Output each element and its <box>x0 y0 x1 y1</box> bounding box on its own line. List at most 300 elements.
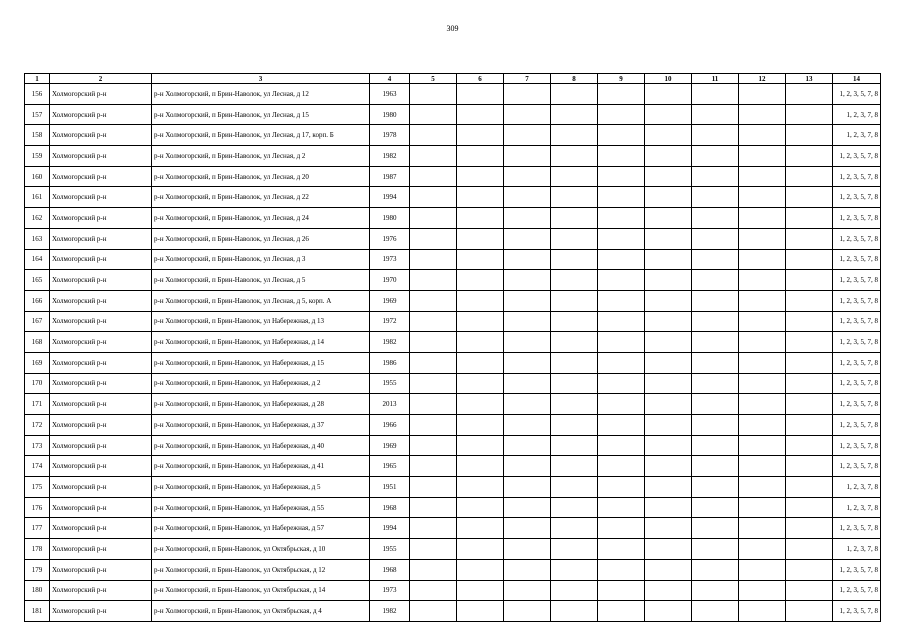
row-number: 176 <box>25 497 50 518</box>
year-cell: 2013 <box>370 394 410 415</box>
empty-cell <box>504 373 551 394</box>
empty-cell <box>598 228 645 249</box>
empty-cell <box>739 435 786 456</box>
year-cell: 1976 <box>370 228 410 249</box>
empty-cell <box>692 497 739 518</box>
empty-cell <box>457 228 504 249</box>
empty-cell <box>786 539 833 560</box>
empty-cell <box>645 228 692 249</box>
empty-cell <box>410 228 457 249</box>
empty-cell <box>692 373 739 394</box>
empty-cell <box>457 104 504 125</box>
empty-cell <box>551 518 598 539</box>
table-row <box>25 104 881 125</box>
empty-cell <box>598 352 645 373</box>
row-number: 158 <box>25 125 50 146</box>
empty-cell <box>457 146 504 167</box>
column-header: 5 <box>410 74 457 84</box>
register-table <box>24 73 881 622</box>
empty-cell <box>504 518 551 539</box>
empty-cell <box>645 435 692 456</box>
year-cell: 1987 <box>370 166 410 187</box>
district-cell: Холмогорский р-н <box>50 394 152 415</box>
empty-cell <box>786 311 833 332</box>
empty-cell <box>739 601 786 622</box>
district-cell: Холмогорский р-н <box>50 415 152 436</box>
empty-cell <box>551 146 598 167</box>
district-cell: Холмогорский р-н <box>50 332 152 353</box>
empty-cell <box>410 559 457 580</box>
table-row <box>25 518 881 539</box>
district-cell: Холмогорский р-н <box>50 497 152 518</box>
flags-cell: 1, 2, 3, 7, 8 <box>833 497 881 518</box>
address-cell: р-н Холмогорский, п Брин-Наволок, ул Набережная, д 14 <box>152 332 370 353</box>
empty-cell <box>692 394 739 415</box>
year-cell: 1966 <box>370 415 410 436</box>
empty-cell <box>786 208 833 229</box>
address-cell: р-н Холмогорский, п Брин-Наволок, ул Лесная, д 20 <box>152 166 370 187</box>
address-cell: р-н Холмогорский, п Брин-Наволок, ул Лесная, д 17, корп. Б <box>152 125 370 146</box>
empty-cell <box>598 125 645 146</box>
flags-cell: 1, 2, 3, 5, 7, 8 <box>833 415 881 436</box>
flags-cell: 1, 2, 3, 5, 7, 8 <box>833 580 881 601</box>
empty-cell <box>551 84 598 105</box>
year-cell: 1986 <box>370 352 410 373</box>
empty-cell <box>504 290 551 311</box>
empty-cell <box>457 477 504 498</box>
year-cell: 1982 <box>370 601 410 622</box>
empty-cell <box>504 104 551 125</box>
empty-cell <box>551 373 598 394</box>
empty-cell <box>739 415 786 436</box>
empty-cell <box>739 373 786 394</box>
district-cell: Холмогорский р-н <box>50 166 152 187</box>
empty-cell <box>598 477 645 498</box>
address-cell: р-н Холмогорский, п Брин-Наволок, ул Набережная, д 37 <box>152 415 370 436</box>
column-header: 6 <box>457 74 504 84</box>
empty-cell <box>457 539 504 560</box>
address-cell: р-н Холмогорский, п Брин-Наволок, ул Лесная, д 22 <box>152 187 370 208</box>
empty-cell <box>504 456 551 477</box>
address-cell: р-н Холмогорский, п Брин-Наволок, ул Лесная, д 12 <box>152 84 370 105</box>
district-cell: Холмогорский р-н <box>50 208 152 229</box>
table-row <box>25 456 881 477</box>
empty-cell <box>645 373 692 394</box>
empty-cell <box>692 415 739 436</box>
column-header: 13 <box>786 74 833 84</box>
row-number: 159 <box>25 146 50 167</box>
empty-cell <box>410 394 457 415</box>
empty-cell <box>692 580 739 601</box>
empty-cell <box>739 394 786 415</box>
empty-cell <box>645 249 692 270</box>
empty-cell <box>645 559 692 580</box>
empty-cell <box>598 84 645 105</box>
row-number: 160 <box>25 166 50 187</box>
empty-cell <box>786 435 833 456</box>
empty-cell <box>692 270 739 291</box>
empty-cell <box>551 394 598 415</box>
empty-cell <box>645 166 692 187</box>
empty-cell <box>551 497 598 518</box>
empty-cell <box>504 125 551 146</box>
empty-cell <box>692 104 739 125</box>
table-row <box>25 228 881 249</box>
year-cell: 1982 <box>370 332 410 353</box>
empty-cell <box>504 249 551 270</box>
empty-cell <box>692 539 739 560</box>
empty-cell <box>551 290 598 311</box>
empty-cell <box>551 415 598 436</box>
address-cell: р-н Холмогорский, п Брин-Наволок, ул Набережная, д 57 <box>152 518 370 539</box>
address-cell: р-н Холмогорский, п Брин-Наволок, ул Набережная, д 2 <box>152 373 370 394</box>
table-row <box>25 311 881 332</box>
empty-cell <box>786 352 833 373</box>
empty-cell <box>739 166 786 187</box>
empty-cell <box>692 435 739 456</box>
empty-cell <box>598 290 645 311</box>
empty-cell <box>504 208 551 229</box>
year-cell: 1982 <box>370 146 410 167</box>
row-number: 174 <box>25 456 50 477</box>
table-header <box>25 74 881 84</box>
district-cell: Холмогорский р-н <box>50 601 152 622</box>
empty-cell <box>551 187 598 208</box>
table-row <box>25 435 881 456</box>
empty-cell <box>739 539 786 560</box>
address-cell: р-н Холмогорский, п Брин-Наволок, ул Октябрьская, д 12 <box>152 559 370 580</box>
empty-cell <box>645 352 692 373</box>
table-row <box>25 166 881 187</box>
column-header: 8 <box>551 74 598 84</box>
year-cell: 1972 <box>370 311 410 332</box>
empty-cell <box>739 125 786 146</box>
empty-cell <box>645 104 692 125</box>
empty-cell <box>739 559 786 580</box>
row-number: 175 <box>25 477 50 498</box>
empty-cell <box>598 373 645 394</box>
address-cell: р-н Холмогорский, п Брин-Наволок, ул Набережная, д 40 <box>152 435 370 456</box>
empty-cell <box>786 497 833 518</box>
empty-cell <box>410 249 457 270</box>
empty-cell <box>692 146 739 167</box>
address-cell: р-н Холмогорский, п Брин-Наволок, ул Лесная, д 5 <box>152 270 370 291</box>
flags-cell: 1, 2, 3, 5, 7, 8 <box>833 187 881 208</box>
empty-cell <box>786 187 833 208</box>
table-row <box>25 559 881 580</box>
flags-cell: 1, 2, 3, 5, 7, 8 <box>833 166 881 187</box>
table-row <box>25 208 881 229</box>
empty-cell <box>645 497 692 518</box>
empty-cell <box>457 84 504 105</box>
empty-cell <box>457 580 504 601</box>
empty-cell <box>598 435 645 456</box>
row-number: 170 <box>25 373 50 394</box>
district-cell: Холмогорский р-н <box>50 435 152 456</box>
flags-cell: 1, 2, 3, 5, 7, 8 <box>833 435 881 456</box>
district-cell: Холмогорский р-н <box>50 125 152 146</box>
table-row <box>25 415 881 436</box>
empty-cell <box>551 352 598 373</box>
empty-cell <box>692 332 739 353</box>
empty-cell <box>598 332 645 353</box>
empty-cell <box>786 580 833 601</box>
empty-cell <box>551 125 598 146</box>
empty-cell <box>598 518 645 539</box>
empty-cell <box>692 228 739 249</box>
flags-cell: 1, 2, 3, 5, 7, 8 <box>833 290 881 311</box>
empty-cell <box>739 580 786 601</box>
empty-cell <box>739 311 786 332</box>
empty-cell <box>786 456 833 477</box>
address-cell: р-н Холмогорский, п Брин-Наволок, ул Набережная, д 41 <box>152 456 370 477</box>
empty-cell <box>786 249 833 270</box>
district-cell: Холмогорский р-н <box>50 456 152 477</box>
empty-cell <box>692 249 739 270</box>
empty-cell <box>598 208 645 229</box>
empty-cell <box>410 125 457 146</box>
empty-cell <box>410 187 457 208</box>
empty-cell <box>692 125 739 146</box>
empty-cell <box>457 187 504 208</box>
empty-cell <box>410 332 457 353</box>
empty-cell <box>786 290 833 311</box>
empty-cell <box>645 332 692 353</box>
address-cell: р-н Холмогорский, п Брин-Наволок, ул Набережная, д 13 <box>152 311 370 332</box>
year-cell: 1980 <box>370 104 410 125</box>
empty-cell <box>739 187 786 208</box>
flags-cell: 1, 2, 3, 5, 7, 8 <box>833 146 881 167</box>
row-number: 157 <box>25 104 50 125</box>
flags-cell: 1, 2, 3, 5, 7, 8 <box>833 270 881 291</box>
flags-cell: 1, 2, 3, 7, 8 <box>833 104 881 125</box>
empty-cell <box>786 125 833 146</box>
table-row <box>25 84 881 105</box>
empty-cell <box>692 311 739 332</box>
empty-cell <box>504 415 551 436</box>
empty-cell <box>645 601 692 622</box>
year-cell: 1955 <box>370 373 410 394</box>
empty-cell <box>410 352 457 373</box>
empty-cell <box>645 456 692 477</box>
year-cell: 1968 <box>370 497 410 518</box>
column-header: 9 <box>598 74 645 84</box>
address-cell: р-н Холмогорский, п Брин-Наволок, ул Набережная, д 28 <box>152 394 370 415</box>
district-cell: Холмогорский р-н <box>50 84 152 105</box>
empty-cell <box>504 394 551 415</box>
empty-cell <box>598 601 645 622</box>
empty-cell <box>645 290 692 311</box>
empty-cell <box>786 373 833 394</box>
year-cell: 1973 <box>370 580 410 601</box>
empty-cell <box>457 352 504 373</box>
year-cell: 1963 <box>370 84 410 105</box>
empty-cell <box>457 125 504 146</box>
empty-cell <box>645 187 692 208</box>
address-cell: р-н Холмогорский, п Брин-Наволок, ул Лесная, д 26 <box>152 228 370 249</box>
empty-cell <box>410 270 457 291</box>
table-row <box>25 394 881 415</box>
district-cell: Холмогорский р-н <box>50 290 152 311</box>
empty-cell <box>739 290 786 311</box>
empty-cell <box>551 456 598 477</box>
empty-cell <box>645 518 692 539</box>
district-cell: Холмогорский р-н <box>50 146 152 167</box>
empty-cell <box>598 249 645 270</box>
flags-cell: 1, 2, 3, 5, 7, 8 <box>833 394 881 415</box>
empty-cell <box>739 477 786 498</box>
district-cell: Холмогорский р-н <box>50 187 152 208</box>
flags-cell: 1, 2, 3, 5, 7, 8 <box>833 352 881 373</box>
column-header: 1 <box>25 74 50 84</box>
row-number: 172 <box>25 415 50 436</box>
district-cell: Холмогорский р-н <box>50 373 152 394</box>
year-cell: 1969 <box>370 435 410 456</box>
row-number: 171 <box>25 394 50 415</box>
empty-cell <box>598 497 645 518</box>
empty-cell <box>410 497 457 518</box>
row-number: 181 <box>25 601 50 622</box>
row-number: 165 <box>25 270 50 291</box>
empty-cell <box>645 125 692 146</box>
empty-cell <box>598 580 645 601</box>
table-row <box>25 601 881 622</box>
column-header: 7 <box>504 74 551 84</box>
year-cell: 1965 <box>370 456 410 477</box>
flags-cell: 1, 2, 3, 5, 7, 8 <box>833 518 881 539</box>
empty-cell <box>457 518 504 539</box>
empty-cell <box>786 518 833 539</box>
empty-cell <box>786 415 833 436</box>
empty-cell <box>457 249 504 270</box>
empty-cell <box>692 84 739 105</box>
flags-cell: 1, 2, 3, 5, 7, 8 <box>833 601 881 622</box>
table-row <box>25 290 881 311</box>
empty-cell <box>598 559 645 580</box>
address-cell: р-н Холмогорский, п Брин-Наволок, ул Лесная, д 2 <box>152 146 370 167</box>
flags-cell: 1, 2, 3, 5, 7, 8 <box>833 228 881 249</box>
empty-cell <box>410 311 457 332</box>
empty-cell <box>457 601 504 622</box>
address-cell: р-н Холмогорский, п Брин-Наволок, ул Лесная, д 15 <box>152 104 370 125</box>
address-cell: р-н Холмогорский, п Брин-Наволок, ул Набережная, д 55 <box>152 497 370 518</box>
empty-cell <box>645 394 692 415</box>
empty-cell <box>692 477 739 498</box>
row-number: 169 <box>25 352 50 373</box>
empty-cell <box>551 559 598 580</box>
flags-cell: 1, 2, 3, 5, 7, 8 <box>833 311 881 332</box>
empty-cell <box>786 394 833 415</box>
empty-cell <box>692 208 739 229</box>
empty-cell <box>504 332 551 353</box>
district-cell: Холмогорский р-н <box>50 104 152 125</box>
empty-cell <box>645 208 692 229</box>
empty-cell <box>457 497 504 518</box>
table-row <box>25 332 881 353</box>
empty-cell <box>645 146 692 167</box>
empty-cell <box>504 187 551 208</box>
empty-cell <box>410 601 457 622</box>
empty-cell <box>551 228 598 249</box>
empty-cell <box>504 477 551 498</box>
year-cell: 1994 <box>370 518 410 539</box>
empty-cell <box>786 477 833 498</box>
empty-cell <box>786 146 833 167</box>
row-number: 156 <box>25 84 50 105</box>
year-cell: 1969 <box>370 290 410 311</box>
empty-cell <box>692 166 739 187</box>
empty-cell <box>598 270 645 291</box>
empty-cell <box>504 228 551 249</box>
column-header: 2 <box>50 74 152 84</box>
empty-cell <box>504 146 551 167</box>
empty-cell <box>786 332 833 353</box>
district-cell: Холмогорский р-н <box>50 539 152 560</box>
empty-cell <box>739 146 786 167</box>
empty-cell <box>551 104 598 125</box>
empty-cell <box>598 166 645 187</box>
row-number: 166 <box>25 290 50 311</box>
empty-cell <box>551 477 598 498</box>
empty-cell <box>457 373 504 394</box>
empty-cell <box>551 270 598 291</box>
empty-cell <box>410 373 457 394</box>
year-cell: 1980 <box>370 208 410 229</box>
flags-cell: 1, 2, 3, 7, 8 <box>833 477 881 498</box>
row-number: 167 <box>25 311 50 332</box>
table-row <box>25 539 881 560</box>
flags-cell: 1, 2, 3, 7, 8 <box>833 125 881 146</box>
empty-cell <box>598 539 645 560</box>
table-row <box>25 477 881 498</box>
flags-cell: 1, 2, 3, 5, 7, 8 <box>833 332 881 353</box>
empty-cell <box>739 249 786 270</box>
empty-cell <box>504 601 551 622</box>
district-cell: Холмогорский р-н <box>50 249 152 270</box>
empty-cell <box>410 104 457 125</box>
empty-cell <box>410 518 457 539</box>
row-number: 161 <box>25 187 50 208</box>
empty-cell <box>692 352 739 373</box>
row-number: 178 <box>25 539 50 560</box>
empty-cell <box>504 539 551 560</box>
empty-cell <box>645 539 692 560</box>
empty-cell <box>457 435 504 456</box>
table-row <box>25 125 881 146</box>
empty-cell <box>739 497 786 518</box>
empty-cell <box>410 415 457 436</box>
empty-cell <box>410 84 457 105</box>
column-header: 12 <box>739 74 786 84</box>
empty-cell <box>786 270 833 291</box>
year-cell: 1955 <box>370 539 410 560</box>
address-cell: р-н Холмогорский, п Брин-Наволок, ул Лесная, д 24 <box>152 208 370 229</box>
flags-cell: 1, 2, 3, 5, 7, 8 <box>833 559 881 580</box>
district-cell: Холмогорский р-н <box>50 477 152 498</box>
empty-cell <box>692 518 739 539</box>
empty-cell <box>692 456 739 477</box>
district-cell: Холмогорский р-н <box>50 559 152 580</box>
year-cell: 1970 <box>370 270 410 291</box>
district-cell: Холмогорский р-н <box>50 311 152 332</box>
row-number: 173 <box>25 435 50 456</box>
empty-cell <box>786 601 833 622</box>
empty-cell <box>410 580 457 601</box>
empty-cell <box>598 104 645 125</box>
empty-cell <box>598 311 645 332</box>
flags-cell: 1, 2, 3, 5, 7, 8 <box>833 84 881 105</box>
empty-cell <box>551 249 598 270</box>
